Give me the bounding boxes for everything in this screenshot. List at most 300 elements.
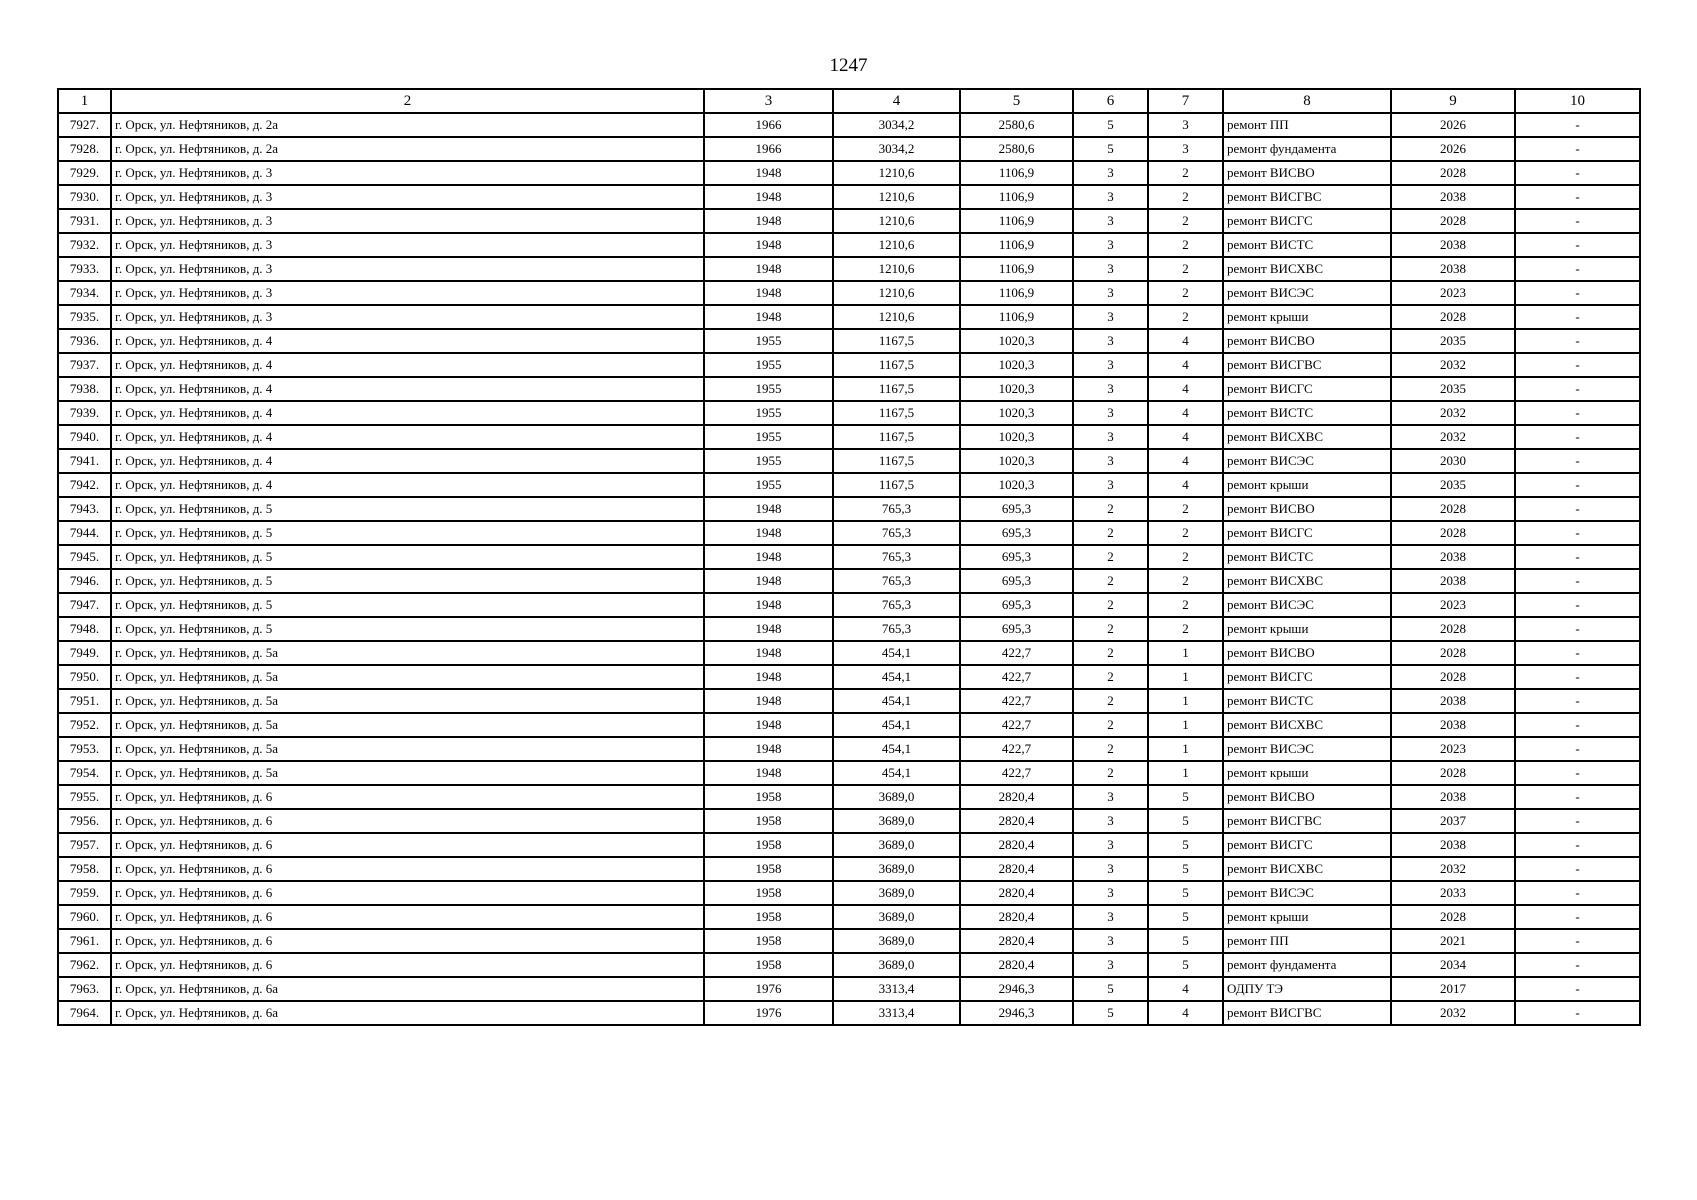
- cell-total-area: 765,3: [833, 521, 960, 545]
- cell-cost: -: [1515, 329, 1640, 353]
- cell-address: г. Орск, ул. Нефтяников, д. 6: [111, 809, 704, 833]
- column-header: 9: [1391, 89, 1515, 113]
- cell-planned-year: 2028: [1391, 617, 1515, 641]
- cell-cost: -: [1515, 929, 1640, 953]
- table-row: [58, 473, 1640, 497]
- cell-row-number: 7952.: [58, 713, 111, 737]
- cell-cost: -: [1515, 689, 1640, 713]
- table-row: [58, 305, 1640, 329]
- cell-total-area: 1167,5: [833, 353, 960, 377]
- cell-cost: -: [1515, 593, 1640, 617]
- cell-address: г. Орск, ул. Нефтяников, д. 5а: [111, 665, 704, 689]
- cell-planned-year: 2037: [1391, 809, 1515, 833]
- cell-entrances: 1: [1148, 737, 1223, 761]
- cell-total-area: 3689,0: [833, 833, 960, 857]
- cell-planned-year: 2026: [1391, 137, 1515, 161]
- table-row: [58, 1001, 1640, 1025]
- cell-planned-year: 2030: [1391, 449, 1515, 473]
- cell-total-area: 1210,6: [833, 233, 960, 257]
- cell-cost: -: [1515, 161, 1640, 185]
- cell-floors: 5: [1073, 1001, 1148, 1025]
- cell-floors: 2: [1073, 761, 1148, 785]
- cell-entrances: 2: [1148, 185, 1223, 209]
- cell-floors: 3: [1073, 161, 1148, 185]
- cell-cost: -: [1515, 353, 1640, 377]
- cell-address: г. Орск, ул. Нефтяников, д. 6: [111, 905, 704, 929]
- cell-living-area: 2820,4: [960, 905, 1073, 929]
- cell-floors: 2: [1073, 497, 1148, 521]
- cell-total-area: 765,3: [833, 569, 960, 593]
- cell-row-number: 7928.: [58, 137, 111, 161]
- cell-living-area: 2946,3: [960, 977, 1073, 1001]
- cell-entrances: 1: [1148, 665, 1223, 689]
- cell-entrances: 4: [1148, 329, 1223, 353]
- table-row: [58, 161, 1640, 185]
- column-header: 10: [1515, 89, 1640, 113]
- cell-row-number: 7933.: [58, 257, 111, 281]
- cell-entrances: 4: [1148, 353, 1223, 377]
- cell-address: г. Орск, ул. Нефтяников, д. 6а: [111, 1001, 704, 1025]
- cell-row-number: 7940.: [58, 425, 111, 449]
- cell-floors: 3: [1073, 449, 1148, 473]
- cell-entrances: 2: [1148, 617, 1223, 641]
- cell-address: г. Орск, ул. Нефтяников, д. 6а: [111, 977, 704, 1001]
- cell-floors: 3: [1073, 809, 1148, 833]
- cell-build-year: 1948: [704, 713, 833, 737]
- cell-work-type: ОДПУ ТЭ: [1223, 977, 1391, 1001]
- cell-address: г. Орск, ул. Нефтяников, д. 3: [111, 305, 704, 329]
- cell-row-number: 7955.: [58, 785, 111, 809]
- cell-entrances: 3: [1148, 113, 1223, 137]
- cell-entrances: 5: [1148, 881, 1223, 905]
- cell-build-year: 1948: [704, 497, 833, 521]
- cell-build-year: 1955: [704, 377, 833, 401]
- cell-row-number: 7951.: [58, 689, 111, 713]
- cell-work-type: ремонт ПП: [1223, 113, 1391, 137]
- cell-work-type: ремонт ВИСВО: [1223, 641, 1391, 665]
- cell-work-type: ремонт ВИСВО: [1223, 497, 1391, 521]
- cell-planned-year: 2038: [1391, 545, 1515, 569]
- cell-row-number: 7950.: [58, 665, 111, 689]
- cell-cost: -: [1515, 185, 1640, 209]
- cell-cost: -: [1515, 569, 1640, 593]
- cell-cost: -: [1515, 713, 1640, 737]
- cell-work-type: ремонт ВИСТС: [1223, 689, 1391, 713]
- cell-address: г. Орск, ул. Нефтяников, д. 5а: [111, 761, 704, 785]
- cell-work-type: ремонт крыши: [1223, 305, 1391, 329]
- cell-build-year: 1958: [704, 785, 833, 809]
- cell-planned-year: 2028: [1391, 209, 1515, 233]
- cell-build-year: 1948: [704, 641, 833, 665]
- cell-build-year: 1948: [704, 281, 833, 305]
- cell-cost: -: [1515, 377, 1640, 401]
- cell-floors: 3: [1073, 281, 1148, 305]
- cell-total-area: 1210,6: [833, 185, 960, 209]
- table-row: [58, 497, 1640, 521]
- cell-cost: -: [1515, 785, 1640, 809]
- cell-address: г. Орск, ул. Нефтяников, д. 5: [111, 497, 704, 521]
- cell-build-year: 1948: [704, 257, 833, 281]
- table-row: [58, 569, 1640, 593]
- cell-living-area: 2946,3: [960, 1001, 1073, 1025]
- cell-address: г. Орск, ул. Нефтяников, д. 3: [111, 233, 704, 257]
- cell-address: г. Орск, ул. Нефтяников, д. 3: [111, 257, 704, 281]
- cell-entrances: 3: [1148, 137, 1223, 161]
- table-row: [58, 761, 1640, 785]
- cell-entrances: 2: [1148, 257, 1223, 281]
- cell-floors: 2: [1073, 641, 1148, 665]
- cell-planned-year: 2035: [1391, 329, 1515, 353]
- table-row: [58, 113, 1640, 137]
- table-row: [58, 137, 1640, 161]
- cell-cost: -: [1515, 953, 1640, 977]
- cell-floors: 3: [1073, 833, 1148, 857]
- cell-total-area: 3689,0: [833, 785, 960, 809]
- cell-work-type: ремонт ВИСВО: [1223, 785, 1391, 809]
- cell-row-number: 7947.: [58, 593, 111, 617]
- cell-address: г. Орск, ул. Нефтяников, д. 4: [111, 425, 704, 449]
- cell-planned-year: 2033: [1391, 881, 1515, 905]
- cell-planned-year: 2028: [1391, 641, 1515, 665]
- table-row: [58, 257, 1640, 281]
- cell-living-area: 1106,9: [960, 185, 1073, 209]
- table-row: [58, 641, 1640, 665]
- cell-entrances: 1: [1148, 641, 1223, 665]
- cell-build-year: 1948: [704, 305, 833, 329]
- cell-floors: 2: [1073, 617, 1148, 641]
- cell-cost: -: [1515, 641, 1640, 665]
- cell-address: г. Орск, ул. Нефтяников, д. 5а: [111, 689, 704, 713]
- cell-row-number: 7953.: [58, 737, 111, 761]
- cell-living-area: 2580,6: [960, 113, 1073, 137]
- cell-entrances: 2: [1148, 305, 1223, 329]
- table-row: [58, 593, 1640, 617]
- cell-build-year: 1948: [704, 665, 833, 689]
- cell-total-area: 3313,4: [833, 977, 960, 1001]
- cell-living-area: 695,3: [960, 497, 1073, 521]
- cell-work-type: ремонт ВИСГС: [1223, 833, 1391, 857]
- cell-total-area: 3689,0: [833, 953, 960, 977]
- page-number: 1247: [829, 55, 868, 76]
- cell-floors: 3: [1073, 401, 1148, 425]
- cell-build-year: 1955: [704, 329, 833, 353]
- cell-total-area: 765,3: [833, 545, 960, 569]
- cell-address: г. Орск, ул. Нефтяников, д. 3: [111, 209, 704, 233]
- cell-living-area: 1106,9: [960, 209, 1073, 233]
- column-header: 4: [833, 89, 960, 113]
- cell-total-area: 1167,5: [833, 449, 960, 473]
- cell-row-number: 7961.: [58, 929, 111, 953]
- column-header: 2: [111, 89, 704, 113]
- cell-total-area: 454,1: [833, 761, 960, 785]
- column-header: 3: [704, 89, 833, 113]
- cell-cost: -: [1515, 209, 1640, 233]
- cell-total-area: 3689,0: [833, 881, 960, 905]
- cell-planned-year: 2028: [1391, 761, 1515, 785]
- cell-work-type: ремонт крыши: [1223, 617, 1391, 641]
- table-row: [58, 545, 1640, 569]
- cell-row-number: 7936.: [58, 329, 111, 353]
- cell-entrances: 2: [1148, 161, 1223, 185]
- cell-living-area: 695,3: [960, 617, 1073, 641]
- cell-build-year: 1948: [704, 185, 833, 209]
- cell-living-area: 422,7: [960, 713, 1073, 737]
- table-row: [58, 449, 1640, 473]
- cell-floors: 2: [1073, 665, 1148, 689]
- cell-address: г. Орск, ул. Нефтяников, д. 5а: [111, 737, 704, 761]
- cell-cost: -: [1515, 833, 1640, 857]
- cell-address: г. Орск, ул. Нефтяников, д. 3: [111, 281, 704, 305]
- cell-work-type: ремонт ВИСГВС: [1223, 353, 1391, 377]
- cell-living-area: 1106,9: [960, 281, 1073, 305]
- cell-living-area: 1020,3: [960, 329, 1073, 353]
- cell-work-type: ремонт ВИСГС: [1223, 209, 1391, 233]
- table-row: [58, 425, 1640, 449]
- cell-floors: 3: [1073, 209, 1148, 233]
- cell-cost: -: [1515, 281, 1640, 305]
- table-row: [58, 209, 1640, 233]
- cell-living-area: 1106,9: [960, 233, 1073, 257]
- cell-address: г. Орск, ул. Нефтяников, д. 5: [111, 593, 704, 617]
- cell-cost: -: [1515, 977, 1640, 1001]
- cell-address: г. Орск, ул. Нефтяников, д. 6: [111, 785, 704, 809]
- cell-planned-year: 2023: [1391, 281, 1515, 305]
- table-body: [58, 113, 1640, 1025]
- cell-floors: 2: [1073, 569, 1148, 593]
- cell-build-year: 1948: [704, 569, 833, 593]
- cell-build-year: 1948: [704, 209, 833, 233]
- cell-cost: -: [1515, 905, 1640, 929]
- cell-entrances: 1: [1148, 713, 1223, 737]
- cell-cost: -: [1515, 257, 1640, 281]
- cell-total-area: 3689,0: [833, 905, 960, 929]
- cell-cost: -: [1515, 665, 1640, 689]
- cell-living-area: 2820,4: [960, 857, 1073, 881]
- cell-floors: 3: [1073, 953, 1148, 977]
- cell-row-number: 7931.: [58, 209, 111, 233]
- cell-entrances: 5: [1148, 953, 1223, 977]
- cell-cost: -: [1515, 497, 1640, 521]
- cell-work-type: ремонт ВИСТС: [1223, 545, 1391, 569]
- cell-entrances: 5: [1148, 905, 1223, 929]
- table-row: [58, 881, 1640, 905]
- cell-row-number: 7937.: [58, 353, 111, 377]
- cell-build-year: 1948: [704, 521, 833, 545]
- cell-living-area: 1106,9: [960, 305, 1073, 329]
- cell-planned-year: 2035: [1391, 473, 1515, 497]
- cell-work-type: ремонт крыши: [1223, 905, 1391, 929]
- cell-entrances: 4: [1148, 377, 1223, 401]
- table-row: [58, 833, 1640, 857]
- cell-planned-year: 2021: [1391, 929, 1515, 953]
- table-row: [58, 185, 1640, 209]
- table-row: [58, 617, 1640, 641]
- header-row: [58, 89, 1640, 113]
- table-row: [58, 905, 1640, 929]
- cell-work-type: ремонт ВИСВО: [1223, 161, 1391, 185]
- cell-work-type: ремонт ВИСХВС: [1223, 257, 1391, 281]
- cell-address: г. Орск, ул. Нефтяников, д. 3: [111, 161, 704, 185]
- cell-total-area: 1167,5: [833, 377, 960, 401]
- cell-total-area: 1167,5: [833, 473, 960, 497]
- cell-address: г. Орск, ул. Нефтяников, д. 2а: [111, 113, 704, 137]
- cell-row-number: 7962.: [58, 953, 111, 977]
- cell-entrances: 5: [1148, 929, 1223, 953]
- cell-work-type: ремонт ВИСГС: [1223, 377, 1391, 401]
- cell-planned-year: 2028: [1391, 665, 1515, 689]
- cell-row-number: 7948.: [58, 617, 111, 641]
- cell-total-area: 1167,5: [833, 401, 960, 425]
- cell-floors: 3: [1073, 785, 1148, 809]
- cell-floors: 5: [1073, 113, 1148, 137]
- table-row: [58, 377, 1640, 401]
- table-row: [58, 929, 1640, 953]
- cell-row-number: 7954.: [58, 761, 111, 785]
- cell-living-area: 1106,9: [960, 257, 1073, 281]
- cell-work-type: ремонт ВИСГВС: [1223, 809, 1391, 833]
- cell-floors: 3: [1073, 233, 1148, 257]
- cell-work-type: ремонт ВИСЭС: [1223, 881, 1391, 905]
- cell-row-number: 7960.: [58, 905, 111, 929]
- cell-build-year: 1955: [704, 425, 833, 449]
- cell-planned-year: 2032: [1391, 1001, 1515, 1025]
- cell-address: г. Орск, ул. Нефтяников, д. 5: [111, 569, 704, 593]
- table-row: [58, 233, 1640, 257]
- cell-build-year: 1958: [704, 905, 833, 929]
- cell-living-area: 422,7: [960, 737, 1073, 761]
- cell-cost: -: [1515, 881, 1640, 905]
- cell-work-type: ремонт фундамента: [1223, 137, 1391, 161]
- cell-row-number: 7941.: [58, 449, 111, 473]
- cell-planned-year: 2038: [1391, 569, 1515, 593]
- cell-work-type: ремонт ВИСХВС: [1223, 569, 1391, 593]
- cell-total-area: 1167,5: [833, 425, 960, 449]
- table-row: [58, 785, 1640, 809]
- registry-table: [57, 88, 1641, 1026]
- table-row: [58, 281, 1640, 305]
- cell-row-number: 7958.: [58, 857, 111, 881]
- cell-floors: 3: [1073, 185, 1148, 209]
- cell-row-number: 7944.: [58, 521, 111, 545]
- cell-floors: 3: [1073, 257, 1148, 281]
- cell-work-type: ремонт ВИСЭС: [1223, 593, 1391, 617]
- cell-row-number: 7949.: [58, 641, 111, 665]
- cell-address: г. Орск, ул. Нефтяников, д. 4: [111, 401, 704, 425]
- cell-cost: -: [1515, 545, 1640, 569]
- cell-address: г. Орск, ул. Нефтяников, д. 4: [111, 377, 704, 401]
- cell-living-area: 422,7: [960, 689, 1073, 713]
- cell-work-type: ремонт ВИСГВС: [1223, 1001, 1391, 1025]
- cell-entrances: 2: [1148, 233, 1223, 257]
- column-header: 1: [58, 89, 111, 113]
- table-row: [58, 857, 1640, 881]
- cell-entrances: 4: [1148, 449, 1223, 473]
- cell-row-number: 7943.: [58, 497, 111, 521]
- cell-living-area: 695,3: [960, 569, 1073, 593]
- cell-floors: 3: [1073, 857, 1148, 881]
- cell-address: г. Орск, ул. Нефтяников, д. 5а: [111, 641, 704, 665]
- cell-floors: 2: [1073, 689, 1148, 713]
- cell-cost: -: [1515, 737, 1640, 761]
- cell-living-area: 1106,9: [960, 161, 1073, 185]
- table-row: [58, 809, 1640, 833]
- cell-total-area: 1210,6: [833, 209, 960, 233]
- cell-work-type: ремонт ВИСТС: [1223, 401, 1391, 425]
- cell-entrances: 5: [1148, 785, 1223, 809]
- cell-total-area: 1210,6: [833, 257, 960, 281]
- column-header: 7: [1148, 89, 1223, 113]
- cell-work-type: ремонт ВИСХВС: [1223, 713, 1391, 737]
- cell-row-number: 7927.: [58, 113, 111, 137]
- cell-planned-year: 2034: [1391, 953, 1515, 977]
- table-row: [58, 689, 1640, 713]
- cell-build-year: 1955: [704, 401, 833, 425]
- cell-build-year: 1948: [704, 593, 833, 617]
- cell-total-area: 765,3: [833, 617, 960, 641]
- cell-planned-year: 2038: [1391, 185, 1515, 209]
- cell-row-number: 7957.: [58, 833, 111, 857]
- cell-planned-year: 2028: [1391, 905, 1515, 929]
- cell-entrances: 4: [1148, 401, 1223, 425]
- cell-address: г. Орск, ул. Нефтяников, д. 4: [111, 473, 704, 497]
- cell-row-number: 7945.: [58, 545, 111, 569]
- cell-build-year: 1958: [704, 809, 833, 833]
- table-row: [58, 977, 1640, 1001]
- cell-total-area: 3689,0: [833, 809, 960, 833]
- cell-cost: -: [1515, 305, 1640, 329]
- cell-planned-year: 2028: [1391, 521, 1515, 545]
- cell-total-area: 3034,2: [833, 113, 960, 137]
- cell-floors: 5: [1073, 137, 1148, 161]
- cell-living-area: 2820,4: [960, 953, 1073, 977]
- table-row: [58, 521, 1640, 545]
- cell-address: г. Орск, ул. Нефтяников, д. 6: [111, 881, 704, 905]
- cell-entrances: 4: [1148, 425, 1223, 449]
- table-row: [58, 329, 1640, 353]
- cell-total-area: 3689,0: [833, 857, 960, 881]
- cell-cost: -: [1515, 401, 1640, 425]
- cell-entrances: 4: [1148, 1001, 1223, 1025]
- cell-total-area: 1210,6: [833, 305, 960, 329]
- cell-planned-year: 2038: [1391, 713, 1515, 737]
- cell-living-area: 1020,3: [960, 401, 1073, 425]
- cell-build-year: 1958: [704, 953, 833, 977]
- cell-cost: -: [1515, 761, 1640, 785]
- cell-planned-year: 2038: [1391, 233, 1515, 257]
- cell-address: г. Орск, ул. Нефтяников, д. 4: [111, 353, 704, 377]
- cell-work-type: ремонт ВИСХВС: [1223, 425, 1391, 449]
- cell-total-area: 454,1: [833, 665, 960, 689]
- column-header: 6: [1073, 89, 1148, 113]
- cell-build-year: 1948: [704, 161, 833, 185]
- cell-living-area: 1020,3: [960, 473, 1073, 497]
- cell-entrances: 2: [1148, 569, 1223, 593]
- cell-floors: 3: [1073, 905, 1148, 929]
- cell-build-year: 1976: [704, 977, 833, 1001]
- cell-entrances: 2: [1148, 545, 1223, 569]
- cell-floors: 2: [1073, 545, 1148, 569]
- cell-planned-year: 2017: [1391, 977, 1515, 1001]
- cell-build-year: 1958: [704, 857, 833, 881]
- cell-total-area: 454,1: [833, 737, 960, 761]
- column-header: 8: [1223, 89, 1391, 113]
- cell-cost: -: [1515, 473, 1640, 497]
- cell-floors: 3: [1073, 377, 1148, 401]
- cell-planned-year: 2028: [1391, 305, 1515, 329]
- cell-work-type: ремонт крыши: [1223, 761, 1391, 785]
- cell-build-year: 1966: [704, 113, 833, 137]
- cell-entrances: 2: [1148, 497, 1223, 521]
